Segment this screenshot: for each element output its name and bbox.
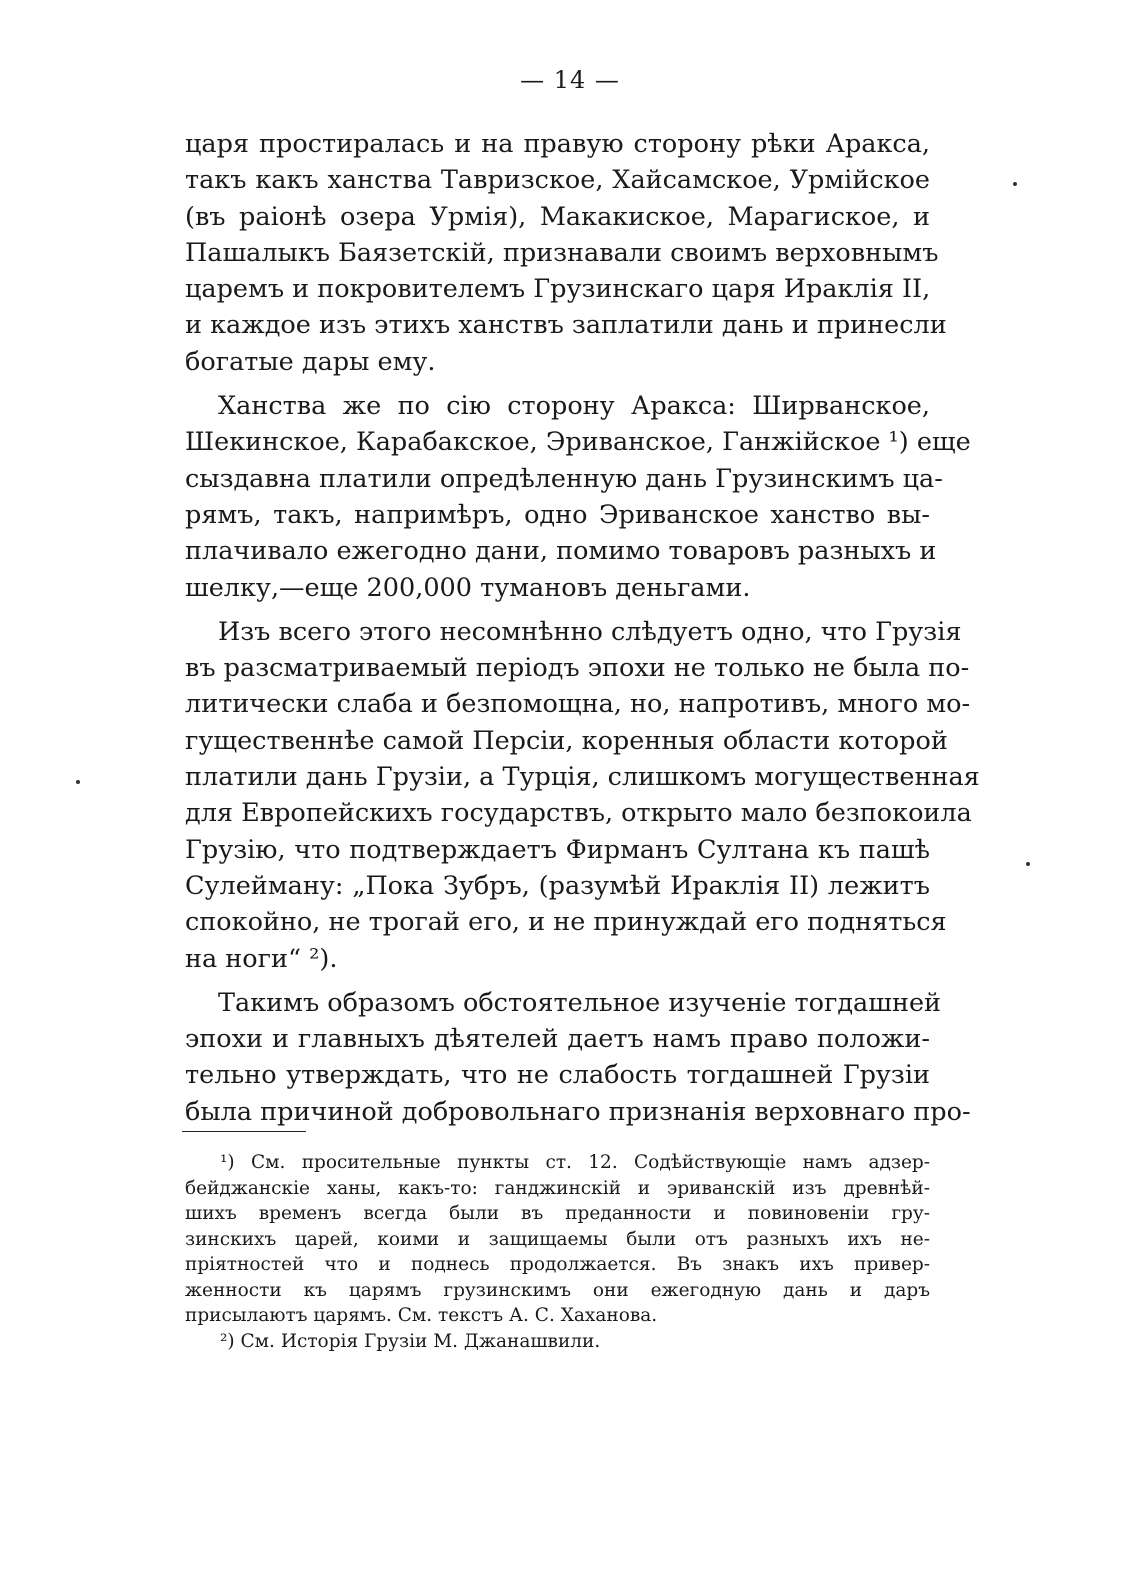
text-line: и каждое изъ этихъ ханствъ заплатили дань и принесли — [185, 310, 947, 341]
text-line: для Европейскихъ государствъ, открыто мало безпокоила — [185, 798, 972, 829]
text-line: спокойно, не трогай его, и не принуждай его подняться — [185, 907, 947, 938]
text-line: въ разсматриваемый періодъ эпохи не только не была по- — [185, 653, 970, 684]
text-line: плачивало ежегодно дани, помимо товаровъ разныхъ и — [185, 536, 937, 567]
text-line: Изъ всего этого несомнѣнно слѣдуетъ одно, что Грузія — [218, 616, 962, 647]
text-line: эпохи и главныхъ дѣятелей даетъ намъ право положи- — [185, 1024, 930, 1055]
footnotes — [185, 1150, 930, 1354]
text-line: Грузію, что подтверждаетъ Фирманъ Султана къ пашѣ — [185, 834, 930, 865]
paragraph — [185, 388, 971, 606]
text-line: сыздавна платили опредѣленную дань Грузинскимъ ца- — [185, 463, 943, 494]
speck — [1026, 862, 1030, 866]
footnote-line: бейджанскіе ханы, какъ-то: ганджинскій и эриванскій изъ древнѣй- — [185, 1177, 930, 1199]
text-line: Сулейману: „Пока Зубръ, (разумѣй Ираклія II) лежитъ — [185, 870, 930, 901]
footnote-divider — [182, 1131, 306, 1132]
text-line: Такимъ образомъ обстоятельное изученіе тогдашней — [218, 987, 942, 1018]
text-line: рямъ, такъ, напримѣръ, одно Эриванское ханство вы- — [185, 499, 930, 530]
footnote — [185, 1329, 930, 1355]
paragraph — [185, 126, 947, 380]
footnote — [185, 1150, 930, 1329]
text-line: (въ раіонѣ озера Урмія), Макакиское, Марагиское, и — [185, 201, 930, 232]
text-line: была причиной добровольнаго признанія верховнаго про- — [185, 1096, 971, 1127]
body-text — [185, 126, 980, 1130]
text-line: тельно утверждать, что не слабость тогдашней Грузіи — [185, 1060, 930, 1091]
speck — [1013, 182, 1017, 186]
page-number: — 14 — — [520, 66, 620, 94]
text-line: платили дань Грузіи, а Турція, слишкомъ могущественная — [185, 762, 980, 793]
text-line: царя простиралась и на правую сторону рѣки Аракса, — [185, 129, 930, 159]
footnote-line: ²) См. Исторія Грузіи М. Джанашвили. — [220, 1330, 601, 1352]
text-line: богатые дары ему. — [185, 346, 436, 377]
text-line: Ханства же по сію сторону Аракса: Ширванское, — [218, 391, 930, 422]
footnote-line: пріятностей что и поднесь продолжается. Въ знакъ ихъ привер- — [185, 1254, 930, 1275]
footnote-line: шихъ временъ всегда были въ преданности и повиновеніи гру- — [185, 1203, 930, 1224]
paragraph — [185, 614, 980, 977]
text-line: царемъ и покровителемъ Грузинскаго царя Ираклія II, — [185, 274, 931, 305]
text-line: такъ какъ ханства Тавризское, Хайсамское, Урмійское — [185, 165, 930, 196]
text-line: Шекинское, Карабакское, Эриванское, Ганжійское ¹) еще — [185, 427, 971, 458]
speck — [76, 780, 80, 784]
text-line: на ноги“ ²). — [185, 943, 338, 974]
text-line: Пашалыкъ Баязетскій, признавали своимъ верховнымъ — [185, 237, 939, 268]
text-line: шелку,—еще 200,000 тумановъ деньгами. — [185, 572, 751, 603]
footnote-line: зинскихъ царей, коими и защищаемы были отъ разныхъ ихъ не- — [185, 1228, 930, 1250]
footnote-line: женности къ царямъ грузинскимъ они ежегодную дань и даръ — [185, 1279, 930, 1301]
footnote-line: присылаютъ царямъ. См. текстъ А. С. Хаханова. — [185, 1305, 658, 1326]
text-line: литически слаба и безпомощна, но, напротивъ, много мо- — [185, 689, 971, 720]
paragraph — [185, 985, 971, 1130]
text-line: гущественнѣе самой Персіи, коренныя области которой — [185, 725, 948, 756]
footnote-line: ¹) См. просительные пункты ст. 12. Содѣйствующіе намъ адзер- — [220, 1152, 930, 1173]
